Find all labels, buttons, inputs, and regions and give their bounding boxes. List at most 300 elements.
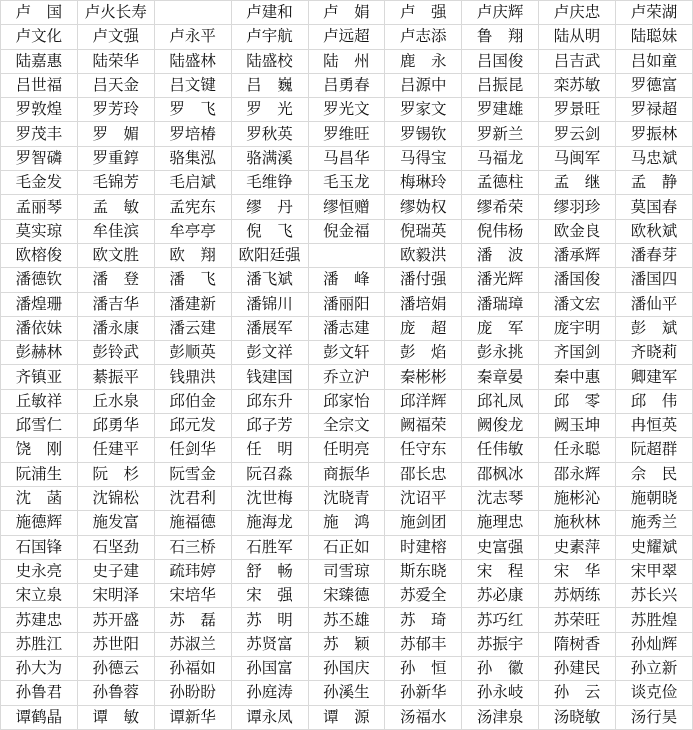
name-cell[interactable]: 苏爱全 — [385, 584, 462, 608]
table-row — [1, 559, 693, 583]
table-row — [1, 98, 693, 122]
table-row — [1, 438, 693, 462]
name-cell[interactable]: 孙立新 — [616, 657, 693, 681]
name-cell[interactable]: 陆盛校 — [231, 49, 308, 73]
name-cell[interactable]: 潘丽阳 — [308, 292, 385, 316]
name-cell[interactable]: 潘飞斌 — [231, 268, 308, 292]
name-cell[interactable]: 孙溪生 — [308, 681, 385, 705]
table-row — [1, 414, 693, 438]
name-cell[interactable]: 秦彬彬 — [385, 365, 462, 389]
name-cell[interactable]: 吕振昆 — [462, 73, 539, 97]
name-cell[interactable]: 苏胜江 — [1, 632, 78, 656]
name-cell[interactable]: 孟宪东 — [154, 195, 231, 219]
name-cell[interactable]: 斯东晓 — [385, 559, 462, 583]
name-cell[interactable]: 阮召淼 — [231, 462, 308, 486]
name-cell[interactable]: 苏巧红 — [462, 608, 539, 632]
name-cell[interactable]: 苏世阳 — [77, 632, 154, 656]
name-cell[interactable]: 宋明泽 — [77, 584, 154, 608]
name-cell[interactable]: 罗 飞 — [154, 98, 231, 122]
name-cell[interactable]: 任守东 — [385, 438, 462, 462]
name-cell[interactable]: 齐国剑 — [539, 341, 616, 365]
name-cell[interactable]: 卢建和 — [231, 1, 308, 25]
name-cell[interactable]: 阮 杉 — [77, 462, 154, 486]
name-cell[interactable]: 孙 云 — [539, 681, 616, 705]
table-row — [1, 389, 693, 413]
name-cell[interactable]: 苏郁丰 — [385, 632, 462, 656]
name-cell[interactable]: 马忠斌 — [616, 146, 693, 170]
name-cell[interactable]: 邱家怡 — [308, 389, 385, 413]
name-cell[interactable]: 丘水泉 — [77, 389, 154, 413]
name-cell[interactable]: 石三桥 — [154, 535, 231, 559]
name-cell[interactable]: 沈晓青 — [308, 486, 385, 510]
name-cell[interactable]: 卢荣湖 — [616, 1, 693, 25]
name-cell[interactable]: 疏玮婷 — [154, 559, 231, 583]
name-cell[interactable]: 谭新华 — [154, 705, 231, 729]
name-cell[interactable]: 孟 继 — [539, 171, 616, 195]
name-cell[interactable]: 缪恒赠 — [308, 195, 385, 219]
name-cell[interactable]: 孙永岐 — [462, 681, 539, 705]
name-cell[interactable]: 宋立泉 — [1, 584, 78, 608]
name-cell[interactable]: 倪金福 — [308, 219, 385, 243]
name-cell[interactable]: 陆盛林 — [154, 49, 231, 73]
name-cell[interactable]: 潘展军 — [231, 316, 308, 340]
name-cell[interactable]: 马福龙 — [462, 146, 539, 170]
name-cell[interactable]: 吕文键 — [154, 73, 231, 97]
table-row — [1, 486, 693, 510]
name-cell[interactable]: 罗云剑 — [539, 122, 616, 146]
name-cell[interactable]: 孙鲁蓉 — [77, 681, 154, 705]
name-cell[interactable]: 宋 华 — [539, 559, 616, 583]
name-cell[interactable]: 潘国俊 — [539, 268, 616, 292]
name-cell[interactable]: 罗秋英 — [231, 122, 308, 146]
name-cell[interactable]: 梅琳玲 — [385, 171, 462, 195]
name-cell[interactable]: 孙大为 — [1, 657, 78, 681]
name-cell[interactable]: 沈锦松 — [77, 486, 154, 510]
name-cell[interactable]: 石国锋 — [1, 535, 78, 559]
name-cell[interactable]: 施秀兰 — [616, 511, 693, 535]
name-cell[interactable]: 潘春芽 — [616, 243, 693, 267]
name-cell[interactable]: 吕国俊 — [462, 49, 539, 73]
name-cell[interactable]: 吕源中 — [385, 73, 462, 97]
table-row — [1, 122, 693, 146]
name-cell[interactable]: 苏炳练 — [539, 584, 616, 608]
name-cell[interactable]: 栾苏敏 — [539, 73, 616, 97]
name-cell[interactable]: 孙国庆 — [308, 657, 385, 681]
name-cell[interactable]: 邱伯金 — [154, 389, 231, 413]
name-cell[interactable]: 卢远超 — [308, 25, 385, 49]
name-cell[interactable]: 任 明 — [231, 438, 308, 462]
name-cell[interactable]: 牟佳滨 — [77, 219, 154, 243]
name-cell[interactable]: 罗新兰 — [462, 122, 539, 146]
name-cell[interactable]: 陆从明 — [539, 25, 616, 49]
name-cell[interactable]: 陆 州 — [308, 49, 385, 73]
name-cell[interactable]: 倪伟杨 — [462, 219, 539, 243]
name-cell[interactable]: 宋培华 — [154, 584, 231, 608]
table-row — [1, 365, 693, 389]
name-cell[interactable]: 马闽军 — [539, 146, 616, 170]
name-cell[interactable]: 邱雪仁 — [1, 414, 78, 438]
name-cell[interactable]: 潘依妹 — [1, 316, 78, 340]
name-cell[interactable]: 欧金良 — [539, 219, 616, 243]
name-cell[interactable]: 潘永康 — [77, 316, 154, 340]
name-cell[interactable]: 潘仙平 — [616, 292, 693, 316]
name-cell[interactable]: 彭铃武 — [77, 341, 154, 365]
name-cell[interactable]: 罗培椿 — [154, 122, 231, 146]
name-cell[interactable]: 苏振宇 — [462, 632, 539, 656]
name-cell[interactable]: 任伟敏 — [462, 438, 539, 462]
name-cell[interactable]: 阮雪金 — [154, 462, 231, 486]
name-cell[interactable]: 苏 磊 — [154, 608, 231, 632]
name-cell[interactable]: 欧秋斌 — [616, 219, 693, 243]
name-cell[interactable] — [154, 1, 231, 25]
name-cell[interactable]: 孟 静 — [616, 171, 693, 195]
table-row — [1, 268, 693, 292]
name-cell[interactable]: 史素萍 — [539, 535, 616, 559]
table-row — [1, 219, 693, 243]
name-cell[interactable]: 潘德钦 — [1, 268, 78, 292]
name-cell[interactable]: 丘敏祥 — [1, 389, 78, 413]
name-cell[interactable]: 罗 光 — [231, 98, 308, 122]
name-cell[interactable]: 任剑华 — [154, 438, 231, 462]
name-cell[interactable]: 罗锡钦 — [385, 122, 462, 146]
name-cell[interactable]: 苏 明 — [231, 608, 308, 632]
name-cell[interactable]: 任建平 — [77, 438, 154, 462]
name-cell[interactable]: 齐晓莉 — [616, 341, 693, 365]
name-cell[interactable]: 潘文宏 — [539, 292, 616, 316]
table-row — [1, 535, 693, 559]
name-cell[interactable]: 沈世梅 — [231, 486, 308, 510]
name-cell[interactable]: 綦振平 — [77, 365, 154, 389]
name-cell[interactable]: 缪 丹 — [231, 195, 308, 219]
name-cell[interactable]: 阙俊龙 — [462, 414, 539, 438]
name-cell[interactable]: 彭永挑 — [462, 341, 539, 365]
name-cell[interactable]: 倪 飞 — [231, 219, 308, 243]
name-cell[interactable]: 苏荣旺 — [539, 608, 616, 632]
name-cell[interactable]: 毛锦芳 — [77, 171, 154, 195]
name-cell[interactable]: 谭鹤晶 — [1, 705, 78, 729]
table-row — [1, 584, 693, 608]
name-cell[interactable]: 孟丽琴 — [1, 195, 78, 219]
name-cell[interactable]: 潘建新 — [154, 292, 231, 316]
name-cell[interactable]: 邵长忠 — [385, 462, 462, 486]
name-cell[interactable]: 罗家文 — [385, 98, 462, 122]
name-cell[interactable]: 陆荣华 — [77, 49, 154, 73]
name-cell[interactable]: 潘 波 — [462, 243, 539, 267]
name-cell[interactable]: 石胜军 — [231, 535, 308, 559]
name-cell[interactable]: 施秋林 — [539, 511, 616, 535]
name-cell[interactable]: 罗重錞 — [77, 146, 154, 170]
name-cell[interactable]: 毛维铮 — [231, 171, 308, 195]
table-row — [1, 1, 693, 25]
table-row — [1, 511, 693, 535]
name-cell[interactable] — [308, 243, 385, 267]
name-cell[interactable]: 宋 程 — [462, 559, 539, 583]
name-cell[interactable]: 秦章晏 — [462, 365, 539, 389]
name-cell[interactable]: 彭赫林 — [1, 341, 78, 365]
name-cell[interactable]: 毛金发 — [1, 171, 78, 195]
name-cell[interactable]: 莫国春 — [616, 195, 693, 219]
name-cell[interactable]: 倪瑞英 — [385, 219, 462, 243]
name-cell[interactable]: 苏必康 — [462, 584, 539, 608]
name-cell[interactable]: 施海龙 — [231, 511, 308, 535]
name-cell[interactable]: 邱礼凤 — [462, 389, 539, 413]
name-cell[interactable]: 潘云建 — [154, 316, 231, 340]
name-cell[interactable]: 卿建军 — [616, 365, 693, 389]
name-cell[interactable]: 骆集泓 — [154, 146, 231, 170]
name-cell[interactable]: 齐镇亚 — [1, 365, 78, 389]
name-cell[interactable]: 苏淑兰 — [154, 632, 231, 656]
table-row — [1, 341, 693, 365]
name-cell[interactable]: 罗建雄 — [462, 98, 539, 122]
name-cell[interactable]: 潘光辉 — [462, 268, 539, 292]
name-cell[interactable]: 汤晓敏 — [539, 705, 616, 729]
name-cell[interactable]: 汤福水 — [385, 705, 462, 729]
name-cell[interactable]: 施朝晓 — [616, 486, 693, 510]
name-cell[interactable]: 潘付强 — [385, 268, 462, 292]
name-cell[interactable]: 卢 国 — [1, 1, 78, 25]
name-cell[interactable]: 阙玉坤 — [539, 414, 616, 438]
name-cell[interactable]: 孙国富 — [231, 657, 308, 681]
name-cell[interactable]: 孙德云 — [77, 657, 154, 681]
name-cell[interactable]: 缪妫权 — [385, 195, 462, 219]
name-cell[interactable]: 彭 斌 — [616, 316, 693, 340]
name-cell[interactable]: 邱东升 — [231, 389, 308, 413]
name-cell[interactable]: 汤津泉 — [462, 705, 539, 729]
name-cell[interactable]: 莫实琼 — [1, 219, 78, 243]
name-cell[interactable]: 苏建忠 — [1, 608, 78, 632]
name-cell[interactable]: 陆聪妹 — [616, 25, 693, 49]
name-cell[interactable]: 任明亮 — [308, 438, 385, 462]
name-cell[interactable]: 卢庆忠 — [539, 1, 616, 25]
name-cell[interactable]: 潘 登 — [77, 268, 154, 292]
name-cell[interactable]: 孙建民 — [539, 657, 616, 681]
name-cell[interactable]: 卢文强 — [77, 25, 154, 49]
name-cell[interactable]: 罗维旺 — [308, 122, 385, 146]
name-cell[interactable]: 邱勇华 — [77, 414, 154, 438]
name-cell[interactable]: 舒 畅 — [231, 559, 308, 583]
name-cell[interactable]: 时建榕 — [385, 535, 462, 559]
name-cell[interactable]: 马昌华 — [308, 146, 385, 170]
name-grid-body — [1, 1, 693, 730]
name-cell[interactable]: 钱鼎洪 — [154, 365, 231, 389]
name-cell[interactable]: 谭 源 — [308, 705, 385, 729]
name-cell[interactable]: 卢火长寿 — [77, 1, 154, 25]
name-cell[interactable]: 商振华 — [308, 462, 385, 486]
name-cell[interactable]: 施彬沁 — [539, 486, 616, 510]
name-cell[interactable]: 沈志琴 — [462, 486, 539, 510]
table-row — [1, 657, 693, 681]
name-cell[interactable]: 邱 零 — [539, 389, 616, 413]
name-cell[interactable]: 欧文胜 — [77, 243, 154, 267]
name-cell[interactable]: 冉恒英 — [616, 414, 693, 438]
name-cell[interactable]: 施理忠 — [462, 511, 539, 535]
name-cell[interactable]: 卢永平 — [154, 25, 231, 49]
name-cell[interactable]: 潘吉华 — [77, 292, 154, 316]
name-cell[interactable]: 潘 飞 — [154, 268, 231, 292]
name-cell[interactable]: 阙福荣 — [385, 414, 462, 438]
name-cell[interactable]: 阮浦生 — [1, 462, 78, 486]
name-cell[interactable]: 吕吉武 — [539, 49, 616, 73]
table-row — [1, 49, 693, 73]
name-cell[interactable]: 施剑团 — [385, 511, 462, 535]
name-cell[interactable]: 潘国四 — [616, 268, 693, 292]
name-cell[interactable]: 史永亮 — [1, 559, 78, 583]
name-cell[interactable]: 潘培娟 — [385, 292, 462, 316]
name-cell[interactable]: 谭永凤 — [231, 705, 308, 729]
name-cell[interactable]: 吕勇春 — [308, 73, 385, 97]
name-cell[interactable]: 缪希荣 — [462, 195, 539, 219]
name-cell[interactable]: 罗茂丰 — [1, 122, 78, 146]
name-cell[interactable]: 钱建国 — [231, 365, 308, 389]
name-cell[interactable]: 欧毅洪 — [385, 243, 462, 267]
name-cell[interactable]: 邵永辉 — [539, 462, 616, 486]
name-cell[interactable]: 骆满溪 — [231, 146, 308, 170]
name-cell[interactable]: 罗敦煌 — [1, 98, 78, 122]
name-cell[interactable]: 吕 巍 — [231, 73, 308, 97]
name-cell[interactable]: 史耀斌 — [616, 535, 693, 559]
name-cell[interactable]: 孙 徽 — [462, 657, 539, 681]
name-cell[interactable]: 苏丕雄 — [308, 608, 385, 632]
name-cell[interactable]: 彭顺英 — [154, 341, 231, 365]
name-cell[interactable]: 任永聪 — [539, 438, 616, 462]
name-cell[interactable]: 邱元发 — [154, 414, 231, 438]
name-cell[interactable]: 苏贤富 — [231, 632, 308, 656]
name-cell[interactable]: 罗 媚 — [77, 122, 154, 146]
name-cell[interactable]: 宋 强 — [231, 584, 308, 608]
name-cell[interactable]: 罗景旺 — [539, 98, 616, 122]
name-cell[interactable]: 卢宇航 — [231, 25, 308, 49]
name-cell[interactable]: 孙新华 — [385, 681, 462, 705]
name-cell[interactable]: 沈诏平 — [385, 486, 462, 510]
name-cell[interactable]: 潘锦川 — [231, 292, 308, 316]
name-cell[interactable]: 苏胜煌 — [616, 608, 693, 632]
name-cell[interactable]: 孙 恒 — [385, 657, 462, 681]
name-cell[interactable]: 宋甲翠 — [616, 559, 693, 583]
name-cell[interactable]: 罗芳玲 — [77, 98, 154, 122]
name-cell[interactable]: 马得宝 — [385, 146, 462, 170]
name-cell[interactable]: 潘 峰 — [308, 268, 385, 292]
name-cell[interactable]: 苏长兴 — [616, 584, 693, 608]
name-cell[interactable]: 邱子芳 — [231, 414, 308, 438]
name-cell[interactable]: 石坚劲 — [77, 535, 154, 559]
name-cell[interactable]: 罗光文 — [308, 98, 385, 122]
table-row — [1, 632, 693, 656]
name-cell[interactable]: 牟亭亭 — [154, 219, 231, 243]
table-row — [1, 705, 693, 729]
name-cell[interactable]: 施福德 — [154, 511, 231, 535]
name-cell[interactable]: 隋树香 — [539, 632, 616, 656]
name-cell[interactable]: 孟德柱 — [462, 171, 539, 195]
name-cell[interactable]: 卢 强 — [385, 1, 462, 25]
name-cell[interactable]: 鹿 永 — [385, 49, 462, 73]
table-row — [1, 316, 693, 340]
name-cell[interactable]: 孙盼盼 — [154, 681, 231, 705]
name-cell[interactable]: 吕世福 — [1, 73, 78, 97]
name-cell[interactable]: 罗智磷 — [1, 146, 78, 170]
table-row — [1, 608, 693, 632]
table-row — [1, 146, 693, 170]
name-cell[interactable]: 彭文祥 — [231, 341, 308, 365]
name-cell[interactable]: 彭 焰 — [385, 341, 462, 365]
name-cell[interactable]: 邱洋辉 — [385, 389, 462, 413]
name-cell[interactable]: 阮超群 — [616, 438, 693, 462]
name-cell[interactable]: 欧阳廷强 — [231, 243, 308, 267]
name-cell[interactable]: 孙福如 — [154, 657, 231, 681]
name-cell[interactable]: 汤行昊 — [616, 705, 693, 729]
name-cell[interactable]: 施 鸿 — [308, 511, 385, 535]
name-cell[interactable]: 吕如童 — [616, 49, 693, 73]
name-cell[interactable]: 陆嘉惠 — [1, 49, 78, 73]
table-row — [1, 195, 693, 219]
name-cell[interactable]: 彭文轩 — [308, 341, 385, 365]
name-cell[interactable]: 施德辉 — [1, 511, 78, 535]
name-cell[interactable]: 毛玉龙 — [308, 171, 385, 195]
table-row — [1, 681, 693, 705]
name-cell[interactable]: 庞 军 — [462, 316, 539, 340]
name-cell[interactable]: 苏 琦 — [385, 608, 462, 632]
name-cell[interactable]: 孟 敏 — [77, 195, 154, 219]
name-cell[interactable]: 卢庆辉 — [462, 1, 539, 25]
name-cell[interactable]: 沈君利 — [154, 486, 231, 510]
name-cell[interactable]: 石正如 — [308, 535, 385, 559]
name-cell[interactable]: 欧 翔 — [154, 243, 231, 267]
name-cell[interactable]: 潘志建 — [308, 316, 385, 340]
name-cell[interactable]: 孙鲁君 — [1, 681, 78, 705]
name-cell[interactable]: 庞 超 — [385, 316, 462, 340]
name-cell[interactable]: 苏开盛 — [77, 608, 154, 632]
name-cell[interactable]: 饶 刚 — [1, 438, 78, 462]
name-cell[interactable]: 潘瑞璋 — [462, 292, 539, 316]
name-cell[interactable]: 秦中惠 — [539, 365, 616, 389]
name-cell[interactable]: 谈克俭 — [616, 681, 693, 705]
name-cell[interactable]: 孙庭涛 — [231, 681, 308, 705]
name-cell[interactable]: 宋臻德 — [308, 584, 385, 608]
table-row — [1, 243, 693, 267]
name-cell[interactable]: 潘承辉 — [539, 243, 616, 267]
name-cell[interactable]: 罗德富 — [616, 73, 693, 97]
name-cell[interactable]: 乔立沪 — [308, 365, 385, 389]
name-cell[interactable]: 邱 伟 — [616, 389, 693, 413]
name-cell[interactable]: 孙灿辉 — [616, 632, 693, 656]
name-cell[interactable]: 施发富 — [77, 511, 154, 535]
table-row — [1, 73, 693, 97]
name-cell[interactable]: 欧榕俊 — [1, 243, 78, 267]
name-cell[interactable]: 潘煌珊 — [1, 292, 78, 316]
name-cell[interactable]: 卢 娟 — [308, 1, 385, 25]
name-cell[interactable]: 谭 敏 — [77, 705, 154, 729]
name-cell[interactable]: 佘 民 — [616, 462, 693, 486]
name-cell[interactable]: 史子建 — [77, 559, 154, 583]
table-row — [1, 171, 693, 195]
table-row — [1, 292, 693, 316]
name-cell[interactable]: 吕天金 — [77, 73, 154, 97]
name-cell[interactable]: 苏 颖 — [308, 632, 385, 656]
name-cell[interactable]: 司雪琼 — [308, 559, 385, 583]
table-row — [1, 25, 693, 49]
name-cell[interactable]: 罗振林 — [616, 122, 693, 146]
name-cell[interactable]: 全宗文 — [308, 414, 385, 438]
name-cell[interactable]: 卢文化 — [1, 25, 78, 49]
name-cell[interactable]: 史富强 — [462, 535, 539, 559]
name-cell[interactable]: 缪羽珍 — [539, 195, 616, 219]
name-cell[interactable]: 庞宇明 — [539, 316, 616, 340]
name-cell[interactable]: 罗禄超 — [616, 98, 693, 122]
name-cell[interactable]: 卢志添 — [385, 25, 462, 49]
name-cell[interactable]: 邵枫冰 — [462, 462, 539, 486]
name-cell[interactable]: 鲁 翔 — [462, 25, 539, 49]
name-cell[interactable]: 沈 菡 — [1, 486, 78, 510]
name-cell[interactable]: 毛启斌 — [154, 171, 231, 195]
